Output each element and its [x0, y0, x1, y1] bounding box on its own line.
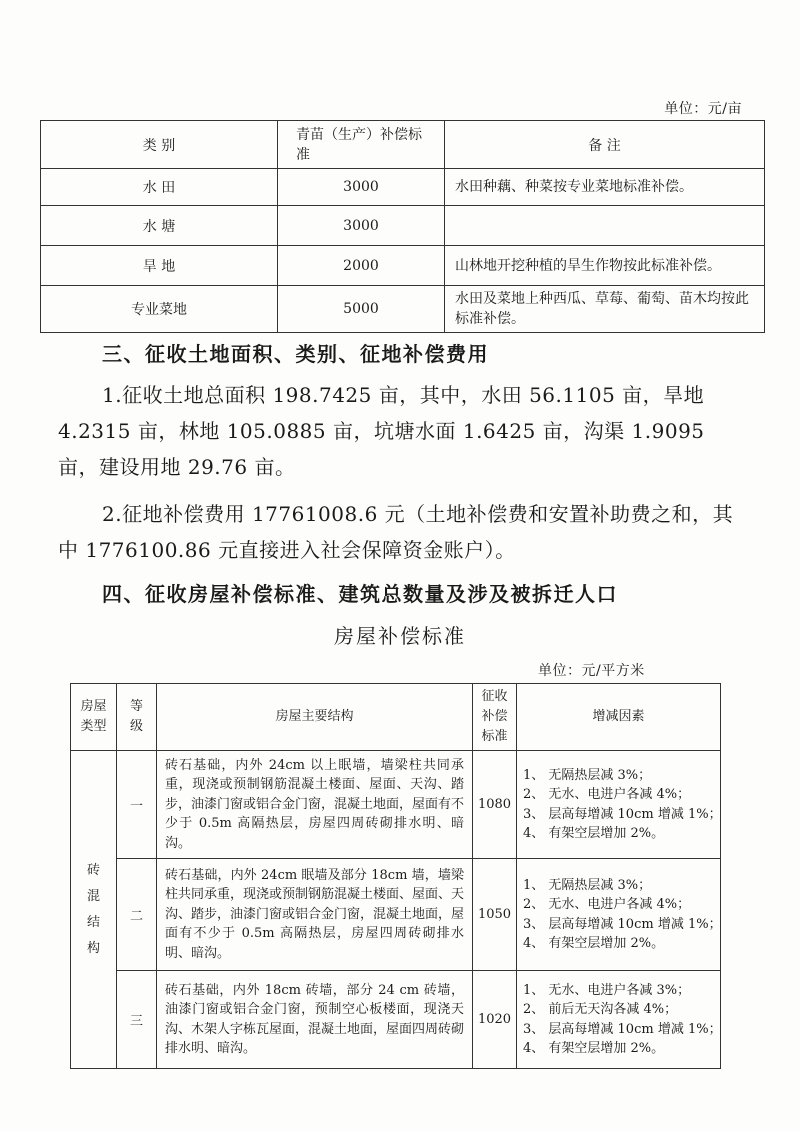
standard-cell: 1080: [473, 751, 517, 859]
section3-para1: 1.征收土地总面积 198.7425 亩，其中，水田 56.1105 亩，旱地 4.2315 亩，林地 105.0885 亩，坑塘水面 1.6425 亩，沟渠 1.9095 亩，建设用地 29.76 亩。: [58, 383, 705, 479]
crop-note: 山林地开挖种植的旱生作物按此标准补偿。: [445, 246, 765, 286]
factor-item: 1、 无隔热层减 3%；: [523, 877, 652, 893]
structure-cell: 砖石基础，内外 18cm 砖墙，部分 24 cm 砖墙，油漆门窗或铝合金门窗，预制空心板楼面，现浇天沟、木架人字栋瓦屋面，混凝土地面，屋面四周砖砌排水明、暗沟。: [157, 971, 473, 1069]
standard-cell: 1050: [473, 859, 517, 971]
factors-cell: [517, 971, 721, 1069]
factor-item: 2、 无水、电进户各减 4%；: [523, 787, 691, 802]
crop-standard: 2000: [278, 246, 445, 286]
crop-standard: 3000: [278, 206, 445, 246]
crop-type: 水 塘: [41, 206, 278, 246]
crop-type: 专业菜地: [41, 286, 278, 333]
table-row: [41, 169, 765, 206]
crop-note: 水田及菜地上种西瓜、草莓、葡萄、苗木均按此标准补偿。: [445, 286, 765, 333]
header-standard: 青苗（生产）补偿标准: [278, 121, 445, 169]
house-compensation-table: [70, 683, 721, 1069]
structure-cell: 砖石基础，内外 24cm 以上眠墙，墙梁柱共同承重，现浇或预制钢筋混凝土楼面、屋面、天沟、踏步，油漆门窗或铝合金门窗，混凝土地面，屋面有不少于 0.5m 高隔热层，房屋四周砖砌排水明、暗沟。: [157, 751, 473, 859]
unit-label-house: 单位：元/平方米: [538, 663, 645, 679]
factor-item: 4、 有架空层增加 2%。: [523, 1041, 665, 1056]
crop-standard: 5000: [278, 286, 445, 333]
section3-para2: 2.征地补偿费用 17761008.6 元（土地补偿费和安置补助费之和，其中 1776100.86 元直接进入社会保障资金账户）。: [58, 502, 734, 562]
header-factors: 增减因素: [517, 684, 721, 751]
table-row: [41, 246, 765, 286]
grade-cell: 三: [117, 971, 157, 1069]
crop-compensation-table: [40, 120, 765, 333]
crop-standard: 3000: [278, 169, 445, 206]
crop-type: 旱 地: [41, 246, 278, 286]
structure-cell: 砖石基础，内外 24cm 眠墙及部分 18cm 墙，墙梁柱共同承重，现浇或预制钢筋混凝土楼面、屋面、天沟、踏步，油漆门窗或铝合金门窗，混凝土地面，屋面有不少于 0.5m 高隔热层，房屋四周砖砌排水明、暗沟。: [157, 859, 473, 971]
table-row: [71, 751, 721, 859]
grade-cell: 二: [117, 859, 157, 971]
table-row: [71, 859, 721, 971]
factor-item: 4、 有架空层增加 2%。: [523, 936, 665, 951]
section3-heading: 三、征收土地面积、类别、征地补偿费用: [102, 342, 489, 366]
header-structure: 房屋主要结构: [157, 684, 473, 751]
factor-item: 3、 层高每增减 10cm 增减 1%；: [523, 1021, 722, 1037]
header-grade: 等级: [117, 684, 157, 751]
house-type-cell: 砖混结构: [71, 751, 117, 1069]
house-table-title: 房屋补偿标准: [334, 624, 466, 648]
factor-item: 1、 无水、电进户各减 3%；: [523, 982, 691, 998]
header-type: 类 别: [41, 121, 278, 169]
table-row: [41, 206, 765, 246]
header-note: 备 注: [445, 121, 765, 169]
factor-item: 3、 层高每增减 10cm 增减 1%；: [523, 916, 722, 932]
crop-note: 水田种藕、种菜按专业菜地标准补偿。: [445, 169, 765, 206]
standard-cell: 1020: [473, 971, 517, 1069]
factor-item: 4、 有架空层增加 2%。: [523, 826, 665, 841]
unit-label-top: 单位：元/亩: [664, 101, 742, 117]
table-header-row: [71, 684, 721, 751]
factor-item: 1、 无隔热层减 3%；: [523, 767, 652, 783]
crop-type: 水 田: [41, 169, 278, 206]
crop-note: [445, 206, 765, 246]
factors-cell: [517, 859, 721, 971]
table-header-row: [41, 121, 765, 169]
factor-item: 2、 前后无天沟各减 4%；: [523, 1002, 678, 1017]
header-standard: 征收补偿标准: [473, 684, 517, 751]
table-row: [71, 971, 721, 1069]
factor-item: 3、 层高每增减 10cm 增减 1%；: [523, 806, 722, 822]
table-row: [41, 286, 765, 333]
grade-cell: 一: [117, 751, 157, 859]
factors-cell: [517, 751, 721, 859]
section4-heading: 四、征收房屋补偿标准、建筑总数量及涉及被拆迁人口: [102, 582, 618, 606]
factor-item: 2、 无水、电进户各减 4%；: [523, 897, 691, 912]
header-house-type: 房屋类型: [71, 684, 117, 751]
